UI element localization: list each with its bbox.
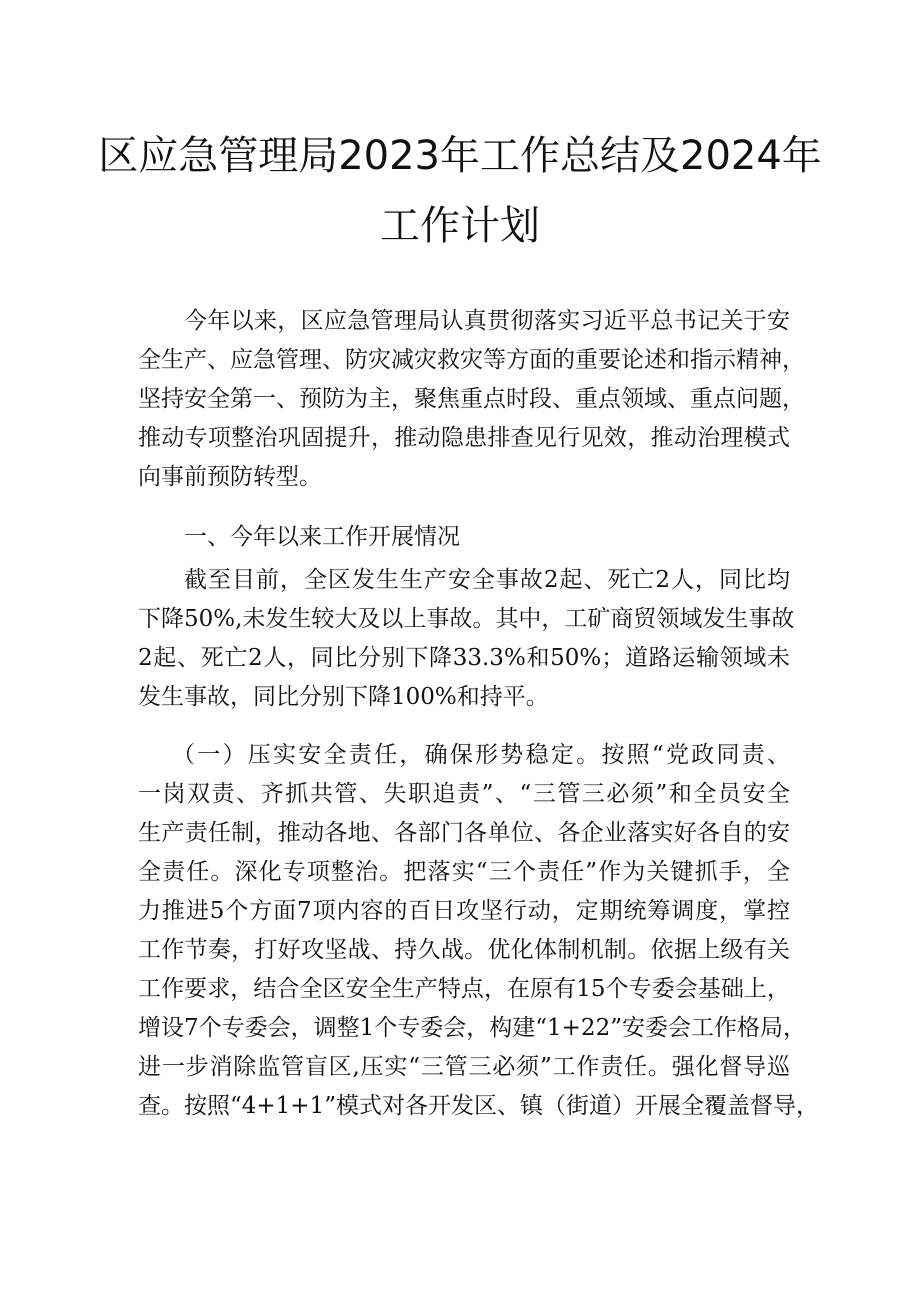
section-heading [138, 518, 790, 557]
paragraph-line: 工作要求，结合全区安全生产特点，在原有15个专委会基础上， [138, 976, 790, 1002]
paragraph-line: 进一步消除监管盲区,压实“三管三必须”工作责任。强化督导巡 [138, 1054, 790, 1080]
paragraph-line: 生产责任制，推动各地、各部门各单位、各企业落实好各自的安 [138, 820, 790, 846]
section1-paragraph [138, 561, 795, 717]
subsection1-paragraph [138, 736, 819, 1126]
paragraph-line: 一岗双责、齐抓共管、失职追责”、“三管三必须”和全员安全 [138, 781, 790, 807]
paragraph-line: 工作节奏，打好攻坚战、持久战。优化体制机制。依据上级有关 [138, 937, 790, 963]
paragraph-line: 全责任。深化专项整治。把落实“三个责任”作为关键抓手，全 [138, 859, 790, 885]
section-heading-text: 一、今年以来工作开展情况 [184, 524, 460, 550]
paragraph-line: 向事前预防转型。 [138, 464, 322, 490]
paragraph-line: 推动专项整治巩固提升，推动隐患排查见行见效，推动治理模式 [138, 425, 790, 451]
paragraph-line: 坚持安全第一、预防为主，聚焦重点时段、重点领域、重点问题， [138, 386, 805, 412]
paragraph-line: 发生事故，同比分别下降100%和持平。 [138, 684, 549, 710]
intro-paragraph [138, 302, 805, 497]
paragraph-line: 增设7个专委会，调整1个专委会，构建“1+22”安委会工作格局， [138, 1015, 806, 1041]
paragraph-line: （一）压实安全责任，确保形势稳定。按照“党政同责、 [172, 742, 790, 768]
paragraph-line: 截至目前，全区发生生产安全事故2起、死亡2人，同比均 [184, 567, 790, 593]
paragraph-line: 今年以来，区应急管理局认真贯彻落实习近平总书记关于安 [184, 308, 790, 334]
paragraph-line: 2起、死亡2人，同比分别下降33.3%和50%；道路运输领域未 [138, 645, 790, 671]
paragraph-line: 下降50%,未发生较大及以上事故。其中，工矿商贸领域发生事故 [138, 606, 795, 632]
document-title-line-2: 工作计划 [380, 203, 540, 249]
document-title-line-1: 区应急管理局2023年工作总结及2024年 [98, 133, 822, 179]
paragraph-line: 力推进5个方面7项内容的百日攻坚行动，定期统筹调度，掌控 [138, 898, 790, 924]
paragraph-line: 全生产、应急管理、防灾减灾救灾等方面的重要论述和指示精神， [138, 347, 805, 373]
paragraph-line: 查。按照“4+1+1”模式对各开发区、镇（街道）开展全覆盖督导， [138, 1093, 819, 1119]
